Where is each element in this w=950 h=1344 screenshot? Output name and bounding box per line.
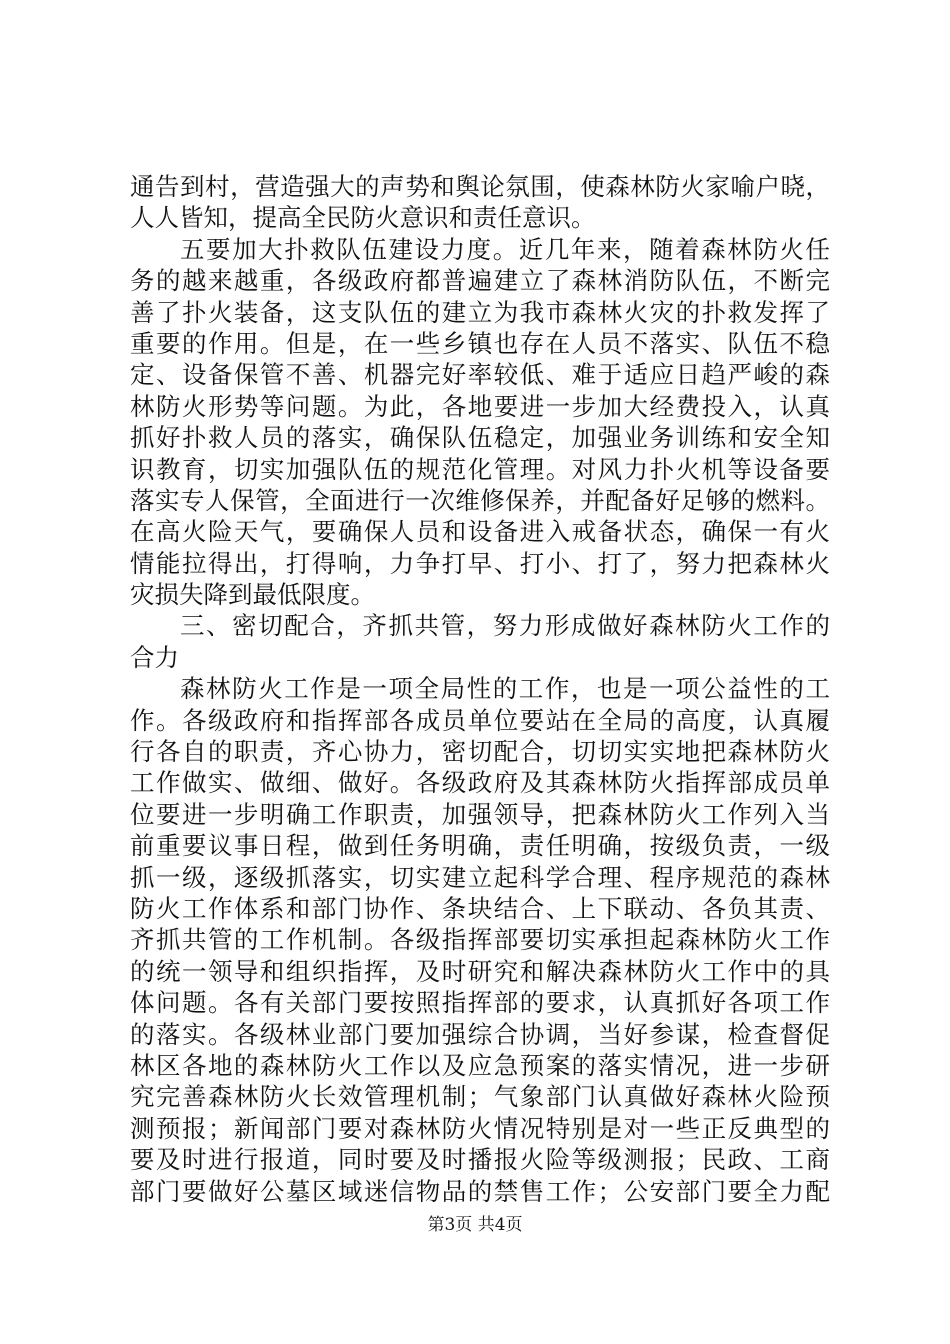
text-line: 行各自的职责，齐心协力，密切配合，切切实实地把森林防火: [130, 737, 830, 767]
document-body: [130, 171, 830, 1207]
text-line: 抓一级，逐级抓落实，切实建立起科学合理、程序规范的森林: [130, 862, 830, 892]
text-line: 三、密切配合，齐抓共管，努力形成做好森林防火工作的: [180, 611, 830, 641]
text-line: 体问题。各有关部门要按照指挥部的要求，认真抓好各项工作: [130, 988, 830, 1018]
text-line: 合力: [130, 642, 179, 672]
text-line: 前重要议事日程，做到任务明确，责任明确，按级负责，一级: [130, 831, 830, 861]
text-line: 情能拉得出，打得响，力争打早、打小、打了，努力把森林火: [130, 548, 830, 578]
text-line: 灾损失降到最低限度。: [130, 580, 375, 610]
text-line: 防火工作体系和部门协作、条块结合、上下联动、各负其责、: [130, 893, 830, 923]
text-line: 重要的作用。但是，在一些乡镇也存在人员不落实、队伍不稳: [130, 328, 830, 358]
text-line: 善了扑火装备，这支队伍的建立为我市森林火灾的扑救发挥了: [130, 297, 830, 327]
text-line: 的统一领导和组织指挥，及时研究和解决森林防火工作中的具: [130, 956, 830, 986]
text-line: 定、设备保管不善、机器完好率较低、难于适应日趋严峻的森: [130, 360, 830, 390]
text-line: 测预报；新闻部门要对森林防火情况特别是对一些正反典型的: [130, 1113, 830, 1143]
text-line: 通告到村，营造强大的声势和舆论氛围，使森林防火家喻户晓，: [130, 172, 830, 201]
text-line: 人人皆知，提高全民防火意识和责任意识。: [130, 203, 596, 233]
paragraph: [130, 171, 830, 234]
paragraph: [130, 234, 830, 611]
text-line: 作。各级政府和指挥部各成员单位要站在全局的高度，认真履: [130, 705, 830, 735]
text-line: 究完善森林防火长效管理机制；气象部门认真做好森林火险预: [130, 1082, 830, 1112]
paragraph: [130, 610, 830, 673]
text-line: 森林防火工作是一项全局性的工作，也是一项公益性的工: [180, 674, 830, 704]
text-line: 林区各地的森林防火工作以及应急预案的落实情况，进一步研: [130, 1050, 830, 1080]
text-line: 部门要做好公墓区域迷信物品的禁售工作；公安部门要全力配: [130, 1176, 830, 1206]
text-line: 识教育，切实加强队伍的规范化管理。对风力扑火机等设备要: [130, 454, 830, 484]
text-line: 要及时进行报道，同时要及时播报火险等级测报；民政、工商: [130, 1145, 830, 1175]
text-line: 位要进一步明确工作职责，加强领导，把森林防火工作列入当: [130, 799, 830, 829]
text-line: 务的越来越重，各级政府都普遍建立了森林消防队伍，不断完: [130, 266, 830, 296]
text-line: 五要加大扑救队伍建设力度。近几年来，随着森林防火任: [180, 234, 830, 264]
text-line: 落实专人保管，全面进行一次维修保养，并配备好足够的燃料。: [130, 485, 830, 515]
page-footer: 第3页 共4页: [427, 1215, 523, 1235]
text-line: 工作做实、做细、做好。各级政府及其森林防火指挥部成员单: [130, 768, 830, 798]
text-line: 的落实。各级林业部门要加强综合协调，当好参谋，检查督促: [130, 1019, 830, 1049]
text-line: 齐抓共管的工作机制。各级指挥部要切实承担起森林防火工作: [130, 925, 830, 955]
text-line: 在高火险天气，要确保人员和设备进入戒备状态，确保一有火: [130, 517, 830, 547]
text-line: 抓好扑救人员的落实，确保队伍稳定，加强业务训练和安全知: [130, 423, 830, 453]
text-line: 林防火形势等问题。为此，各地要进一步加大经费投入，认真: [130, 391, 830, 421]
paragraph: [130, 673, 830, 1207]
